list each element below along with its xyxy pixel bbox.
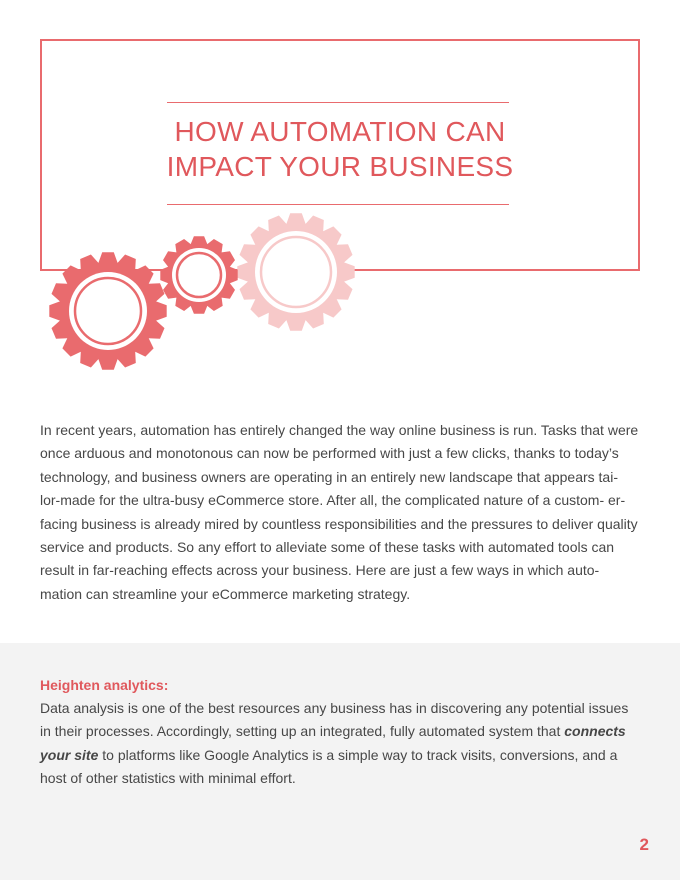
section-paragraph bbox=[40, 697, 642, 791]
gear-hole bbox=[69, 272, 147, 350]
gears-icon bbox=[0, 0, 680, 400]
section-text-after: to platforms like Google Analytics is a simple way to track visits, conversions, and a host of other statistics with minimal effort. bbox=[40, 746, 618, 787]
gear-small-icon bbox=[160, 236, 237, 313]
title-line-2: IMPACT YOUR BUSINESS bbox=[166, 151, 514, 182]
section-emphasis: connects your site bbox=[40, 723, 626, 763]
section-text-before: Data analysis is one of the best resources any business has in discovering any potential issues in their processes. Accordingly, setting up an integrated, fully automated system that bbox=[40, 700, 629, 740]
gear-hole bbox=[172, 248, 226, 302]
intro-paragraph: In recent years, automation has entirely changed the way online business is run. Tasks that were once arduous and monotonous can now be performed with just a few clicks, thanks to today’s technology, and business owners are operating in an entirely new landscape that appears tai- lor-made for the ultra-busy eCommerce store. After all, the complicated nature of a custom- er-facing business is already mired by countless responsibilities and the pressures to deliver quality service and products. So any effort to alleviate some of these tasks with automated tools can result in far-reaching effects across your business. Here are just a few ways in which auto- mation can streamline your eCommerce marketing strategy. bbox=[40, 422, 639, 602]
gear-light-icon bbox=[237, 213, 354, 330]
gear-large-icon bbox=[49, 252, 166, 369]
gear-hole bbox=[255, 231, 337, 313]
title-line-1: HOW AUTOMATION CAN bbox=[174, 116, 506, 147]
section-heading: Heighten analytics: bbox=[40, 677, 169, 693]
page-number: 2 bbox=[639, 835, 649, 854]
